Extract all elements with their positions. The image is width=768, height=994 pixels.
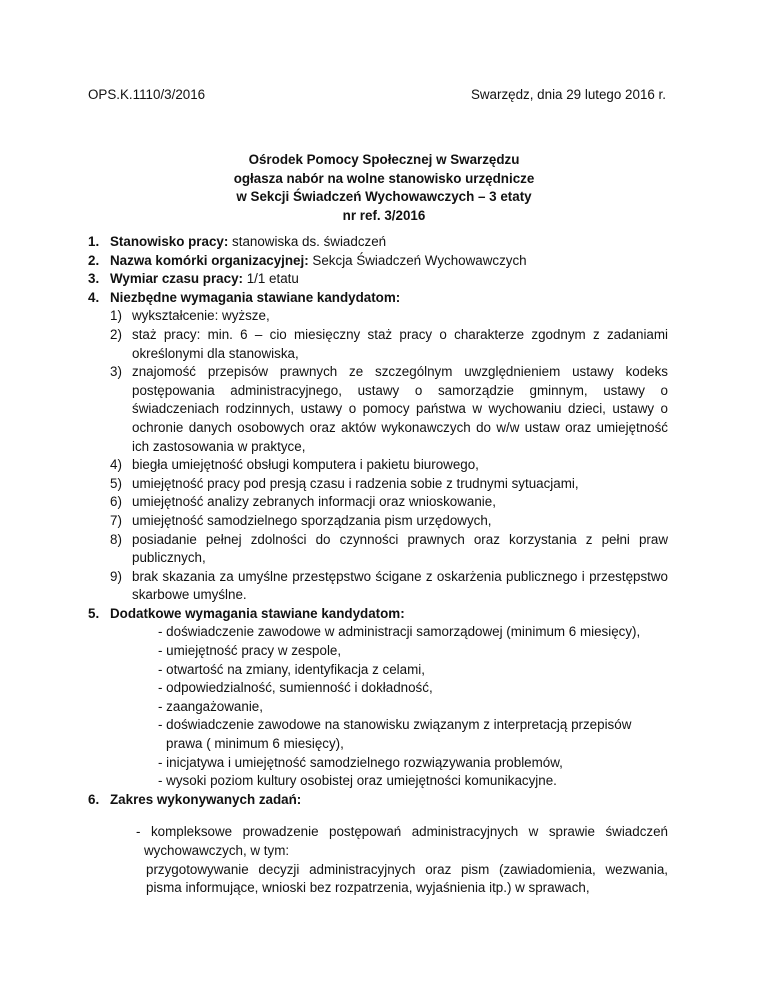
- list-item: [88, 289, 668, 308]
- document-header: [88, 86, 666, 105]
- additional-requirement: - umiejętność pracy w zespole,: [158, 643, 342, 659]
- additional-requirement: - doświadczenie zawodowe na stanowisku związanym z interpretacją przepisów prawa ( minimum 6 miesięcy),: [158, 717, 632, 752]
- requirement-number: 2): [110, 326, 122, 342]
- item-number: 4.: [88, 289, 100, 305]
- requirement-item: [110, 531, 668, 568]
- requirement-number: 4): [110, 457, 122, 473]
- list-item: [88, 791, 668, 810]
- requirement-text: staż pracy: min. 6 – cio miesięczny staż pracy o charakterze zgodnym z zadaniami określonymi dla stanowiska,: [132, 326, 668, 361]
- title-line: Ośrodek Pomocy Społecznej w Swarzędzu: [248, 152, 520, 167]
- item-number: 3.: [88, 271, 100, 287]
- item-label: Nazwa komórki organizacyjnej:: [110, 252, 309, 268]
- requirement-number: 9): [110, 568, 122, 584]
- requirement-text: posiadanie pełnej zdolności do czynności prawnych oraz korzystania z pełni praw publicznych,: [132, 531, 668, 566]
- title-line: ogłasza nabór na wolne stanowisko urzędnicze: [233, 170, 535, 186]
- item-value: 1/1 etatu: [242, 271, 299, 287]
- requirement-item: [110, 456, 668, 475]
- additional-requirement: - doświadczenie zawodowe w administracji samorządowej (minimum 6 miesięcy),: [158, 624, 641, 640]
- requirement-text: biegła umiejętność obsługi komputera i pakietu biurowego,: [132, 457, 479, 473]
- requirement-item: [110, 307, 668, 326]
- requirement-text: umiejętność samodzielnego sporządzania pism urzędowych,: [132, 512, 492, 528]
- item-label: Wymiar czasu pracy:: [110, 271, 243, 287]
- requirement-item: [110, 363, 668, 456]
- announcement-body: [88, 233, 668, 898]
- additional-requirement: - inicjatywa i umiejętność samodzielnego rozwiązywania problemów,: [158, 754, 563, 770]
- additional-requirement: - wysoki poziom kultury osobistej oraz umiejętności komunikacyjne.: [158, 773, 557, 789]
- item-value: Sekcja Świadczeń Wychowawczych: [308, 252, 527, 268]
- item-label: Zakres wykonywanych zadań:: [110, 791, 302, 807]
- task-list: [122, 823, 668, 897]
- additional-requirements-list: [158, 623, 668, 790]
- requirement-number: 8): [110, 531, 122, 547]
- item-value: stanowiska ds. świadczeń: [228, 234, 387, 249]
- requirement-item: [110, 326, 668, 363]
- requirement-number: 6): [110, 494, 122, 510]
- requirement-item: [110, 568, 668, 605]
- list-item: [88, 252, 668, 271]
- requirement-item: [110, 493, 668, 512]
- requirement-text: umiejętność analizy zebranych informacji oraz wnioskowanie,: [132, 494, 496, 510]
- list-item: [88, 605, 668, 624]
- item-number: 2.: [88, 252, 100, 268]
- requirement-text: znajomość przepisów prawnych ze szczególnym uwzględnieniem ustawy kodeks postępowania administracyjnego, ustawy o samorządzie gminnym, ustawy o świadczeniach rodzinnych, ustawy o pomocy państwa w wychowaniu dzieci, ustawy o ochronie danych osobowych oraz aktów wykonawczych do w/w ustaw oraz umiejętność ich zastosowania w praktyce,: [132, 364, 668, 454]
- additional-requirement: - odpowiedzialność, sumienność i dokładność,: [158, 680, 433, 696]
- title-line: nr ref. 3/2016: [342, 207, 426, 223]
- requirement-text: brak skazania za umyślne przestępstwo ścigane z oskarżenia publicznego i przestępstwo skarbowe umyślne.: [132, 568, 668, 603]
- list-item: [88, 233, 668, 252]
- requirements-list: [110, 307, 668, 605]
- task-detail: przygotowywanie decyzji administracyjnych oraz pism (zawiadomienia, wezwania, pisma informujące, wnioski bez rozpatrzenia, wyjaśnienia itp.) w sprawach,: [146, 861, 668, 896]
- requirement-number: 5): [110, 475, 122, 491]
- task-item: - kompleksowe prowadzenie postępowań administracyjnych w sprawie świadczeń wychowawczych, w tym:: [136, 824, 668, 858]
- requirement-number: 1): [110, 308, 122, 324]
- requirement-number: 7): [110, 512, 122, 528]
- place-and-date: Swarzędz, dnia 29 lutego 2016 r.: [470, 87, 666, 102]
- item-number: 1.: [88, 234, 100, 249]
- title-line: w Sekcji Świadczeń Wychowawczych – 3 etaty: [236, 189, 532, 205]
- reference-number: OPS.K.1110/3/2016: [88, 87, 206, 102]
- item-number: 5.: [88, 605, 100, 621]
- requirement-number: 3): [110, 364, 122, 380]
- list-item: [88, 270, 668, 289]
- requirement-text: umiejętność pracy pod presją czasu i radzenia sobie z trudnymi sytuacjami,: [132, 475, 579, 491]
- item-label: Niezbędne wymagania stawiane kandydatom:: [110, 289, 401, 305]
- additional-requirement: - otwartość na zmiany, identyfikacja z celami,: [158, 661, 425, 677]
- item-label: Stanowisko pracy:: [110, 234, 229, 249]
- requirement-item: [110, 512, 668, 531]
- announcement-title: [0, 151, 768, 225]
- item-number: 6.: [88, 791, 100, 807]
- requirement-text: wykształcenie: wyższe,: [132, 308, 270, 324]
- additional-requirement: - zaangażowanie,: [158, 698, 263, 714]
- requirement-item: [110, 475, 668, 494]
- item-label: Dodatkowe wymagania stawiane kandydatom:: [110, 605, 405, 621]
